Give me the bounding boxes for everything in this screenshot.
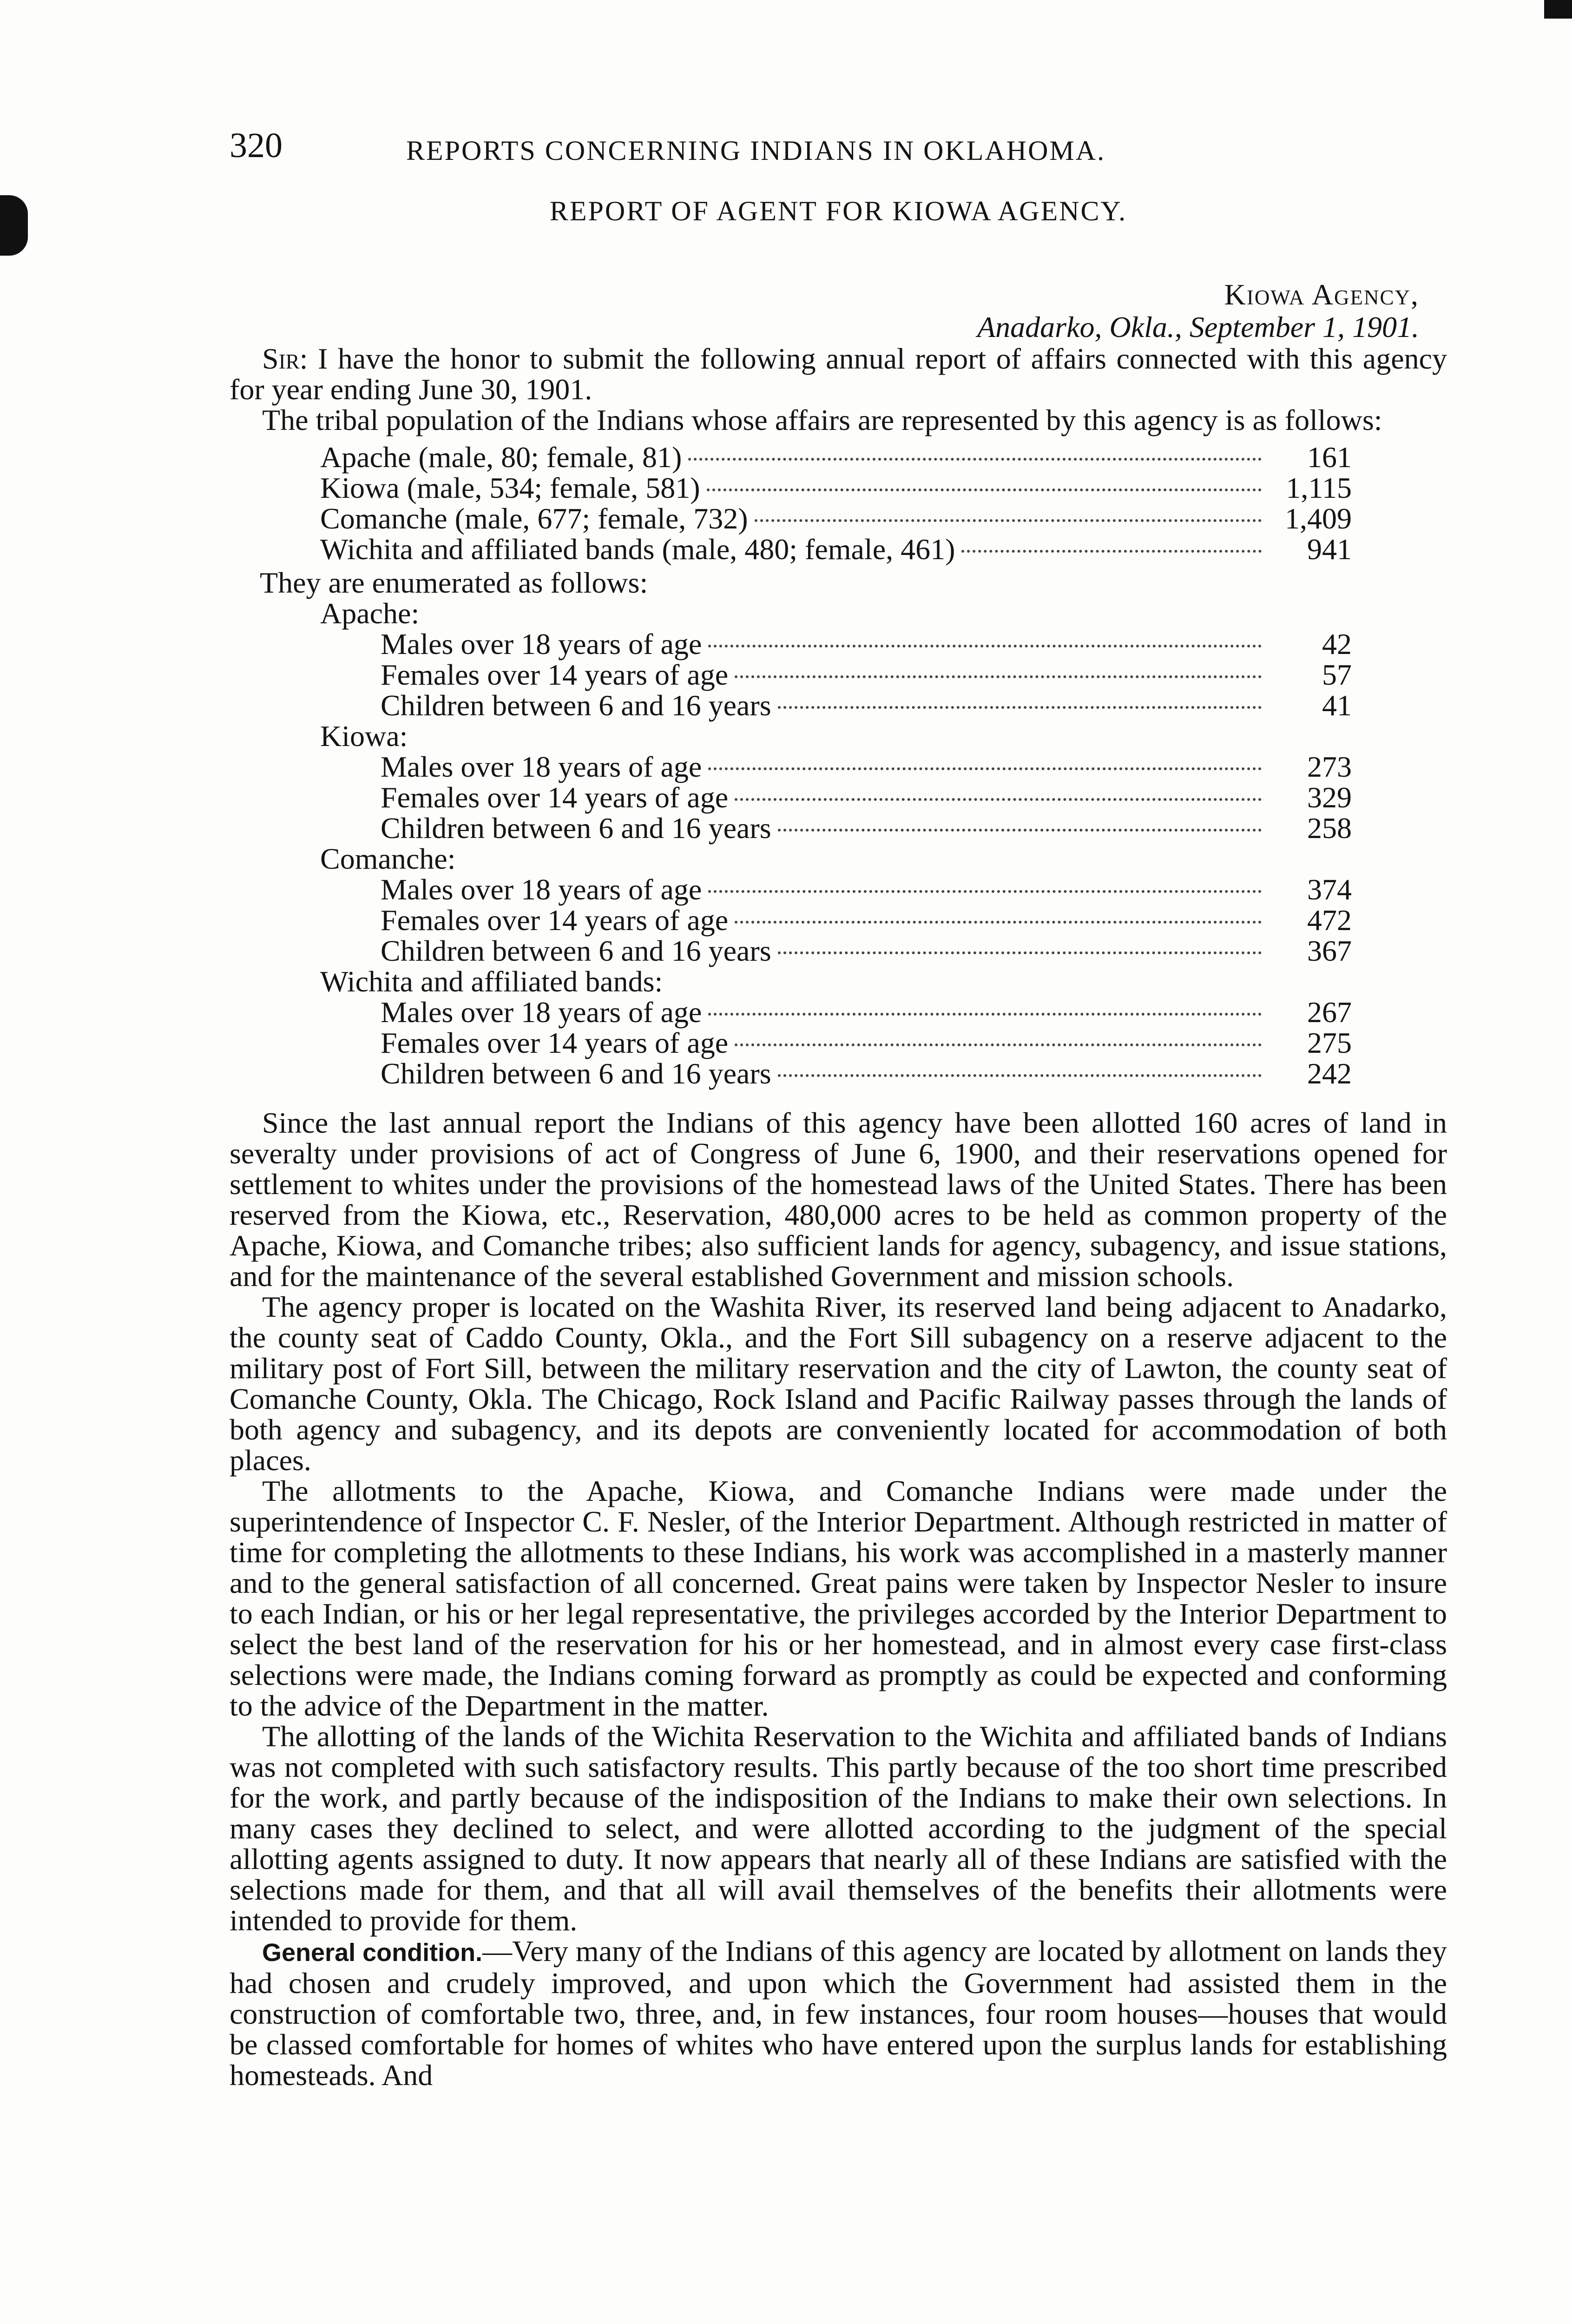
running-title: REPORTS CONCERNING INDIANS IN OKLAHOMA. [406, 135, 1106, 166]
enumeration-value: 258 [1307, 812, 1352, 845]
enumeration-value: 57 [1322, 658, 1352, 691]
enumeration-label: Females over 14 years of age [381, 904, 729, 937]
dot-leader [755, 519, 1262, 522]
tribe-heading: Comanche: [320, 842, 456, 875]
population-label: Kiowa (male, 534; female, 581) [320, 471, 700, 504]
scan-corner-shadow [1544, 0, 1572, 19]
page-content [230, 116, 1447, 2091]
enumeration-row [381, 690, 1352, 721]
enumeration-label: Children between 6 and 16 years [381, 1057, 771, 1090]
population-row [320, 473, 1352, 503]
page-number: 320 [230, 126, 283, 165]
enumeration-row [381, 997, 1352, 1028]
enumeration-group-kiowa [320, 721, 1352, 844]
enumeration-label: Males over 18 years of age [381, 750, 702, 783]
enumeration-label: Children between 6 and 16 years [381, 934, 771, 967]
population-value: 1,115 [1286, 471, 1352, 504]
population-value: 1,409 [1285, 502, 1352, 535]
tribe-heading: Apache: [320, 597, 420, 630]
paragraph-apache-kiowa-comanche-allotments: The allotments to the Apache, Kiowa, and Comanche Indians were made under the superintendence of Inspector C. F. Nesler, of the Interior Department. Although restricted in matter of time for completing the allotments to these Indians, his work was accomplished in a masterly manner and to the general satisfaction of all concerned. Great pains were taken by Inspector Nesler to insure to each Indian, or his or her legal representative, the privileges accorded by the Interior Department to select the best land of the reservation for his or her homestead, and in almost every case first-class selections were made, the Indians coming forward as promptly as could be expected and conforming to the advice of the Department in the matter. [230, 1474, 1447, 1722]
enumeration-row [381, 660, 1352, 690]
enumeration-value: 472 [1307, 904, 1352, 937]
tribe-heading: Kiowa: [320, 720, 408, 753]
enumeration-row [381, 752, 1352, 782]
enumeration-label: Females over 14 years of age [381, 781, 729, 814]
general-condition-text: —Very many of the Indians of this agency are located by allotment on lands they had chosen and crudely improved, and upon which the Government had assisted them in the construction of comfortable two, three, and, in few instances, four room houses—houses that would be classed comfortable for homes of whites who have entered upon the surplus lands for establishing homesteads. And [230, 1934, 1447, 2092]
enumeration-label: Males over 18 years of age [381, 873, 702, 906]
dot-leader [735, 1043, 1262, 1046]
dot-leader [707, 489, 1262, 491]
population-label: Wichita and affiliated bands (male, 480; female, 461) [320, 533, 955, 566]
dateline-place-date: Anadarko, Okla., September 1, 1901. [977, 310, 1419, 343]
population-label: Comanche (male, 677; female, 732) [320, 502, 748, 535]
enumeration-value: 329 [1307, 781, 1352, 814]
body-text [230, 1108, 1447, 2091]
enumeration-label: Males over 18 years of age [381, 627, 702, 660]
population-table [320, 442, 1352, 565]
dot-leader [778, 706, 1262, 709]
report-title: REPORT OF AGENT FOR KIOWA AGENCY. [549, 196, 1127, 226]
enumeration-value: 41 [1322, 689, 1352, 722]
enumeration-row [381, 905, 1352, 936]
dateline [230, 278, 1447, 343]
enumeration-label: Males over 18 years of age [381, 996, 702, 1029]
enumeration-value: 374 [1307, 873, 1352, 906]
enumeration-row [381, 1058, 1352, 1089]
enumeration-row [381, 936, 1352, 966]
enumeration-label: Children between 6 and 16 years [381, 689, 771, 722]
dot-leader [708, 645, 1262, 647]
intro-paragraph [230, 343, 1447, 405]
enumeration-value: 42 [1322, 627, 1352, 660]
dot-leader [735, 921, 1262, 924]
enumeration-intro: They are enumerated as follows: [260, 566, 648, 599]
population-value: 941 [1307, 533, 1352, 566]
enumeration-row [381, 874, 1352, 905]
enumeration-label: Children between 6 and 16 years [381, 812, 771, 845]
enumeration-row [381, 1028, 1352, 1058]
paragraph-agency-location: The agency proper is located on the Washita River, its reserved land being adjacent to Anadarko, the county seat of Caddo County, Okla., and the Fort Sill subagency on a reserve adjacent to the military post of Fort Sill, between the military reservation and the city of Lawton, the county seat of Comanche County, Okla. The Chicago, Rock Island and Pacific Railway passes through the lands of both agency and subagency, and its depots are conveniently located for accommodation of both places. [230, 1290, 1447, 1477]
dot-leader [961, 550, 1262, 553]
enumeration-value: 242 [1307, 1057, 1352, 1090]
paragraph-wichita-allotments: The allotting of the lands of the Wichita Reservation to the Wichita and affiliated bands of Indians was not completed with such satisfactory results. This partly because of the too short time prescribed for the work, and partly because of the indisposition of the Indians to make their own selections. In many cases they declined to select, and were allotted according to the judgment of the special allotting agents assigned to duty. It now appears that nearly all of these Indians are satisfied with the selections made for them, and that all will avail themselves of the benefits their allotments were intended to provide for them. [230, 1720, 1447, 1937]
dot-leader [708, 1013, 1262, 1016]
population-value: 161 [1307, 441, 1352, 474]
enumeration-value: 273 [1307, 750, 1352, 783]
dot-leader [778, 829, 1262, 832]
paragraph-general-condition [230, 1936, 1447, 2091]
dot-leader [708, 767, 1262, 770]
enumeration-group-wichita [320, 966, 1352, 1089]
enumeration-row [381, 782, 1352, 813]
enumeration-value: 267 [1307, 996, 1352, 1029]
population-label: Apache (male, 80; female, 81) [320, 441, 682, 474]
enumeration-group-comanche [320, 844, 1352, 966]
enumeration-row [381, 813, 1352, 844]
salutation: Sir: [262, 342, 308, 375]
dot-leader [735, 798, 1262, 801]
intro-text: I have the honor to submit the following annual report of affairs connected with this agency for year ending June 30, 1901. [230, 342, 1447, 406]
dot-leader [708, 890, 1262, 893]
enumeration-label: Females over 14 years of age [381, 658, 729, 691]
population-row [320, 503, 1352, 534]
enumeration-row [381, 629, 1352, 660]
dot-leader [778, 951, 1262, 954]
paragraph-allotment: Since the last annual report the Indians of this agency have been allotted 160 acres of land in severalty under provisions of act of Congress of June 6, 1900, and their reservations opened for settlement to whites under the provisions of the homestead laws of the United States. There has been reserved from the Kiowa, etc., Reservation, 480,000 acres to be held as common property of the Apache, Kiowa, and Comanche tribes; also sufficient lands for agency, subagency, and issue stations, and for the maintenance of the several established Government and mission schools. [230, 1106, 1447, 1293]
population-row [320, 534, 1352, 565]
population-row [320, 442, 1352, 473]
dot-leader [735, 675, 1262, 678]
general-condition-heading: General condition. [262, 1939, 483, 1967]
scan-edge-shadow [0, 195, 28, 256]
enumeration-label: Females over 14 years of age [381, 1026, 729, 1059]
population-intro: The tribal population of the Indians whose affairs are represented by this agency is as follows: [262, 403, 1382, 436]
enumeration-value: 275 [1307, 1026, 1352, 1059]
enumeration-group-apache [320, 598, 1352, 721]
enumeration-value: 367 [1307, 934, 1352, 967]
dot-leader [778, 1074, 1262, 1077]
running-head [230, 116, 1447, 167]
dot-leader [688, 458, 1262, 461]
dateline-agency: Kiowa Agency, [1224, 278, 1419, 311]
tribe-heading: Wichita and affiliated bands: [320, 965, 663, 998]
